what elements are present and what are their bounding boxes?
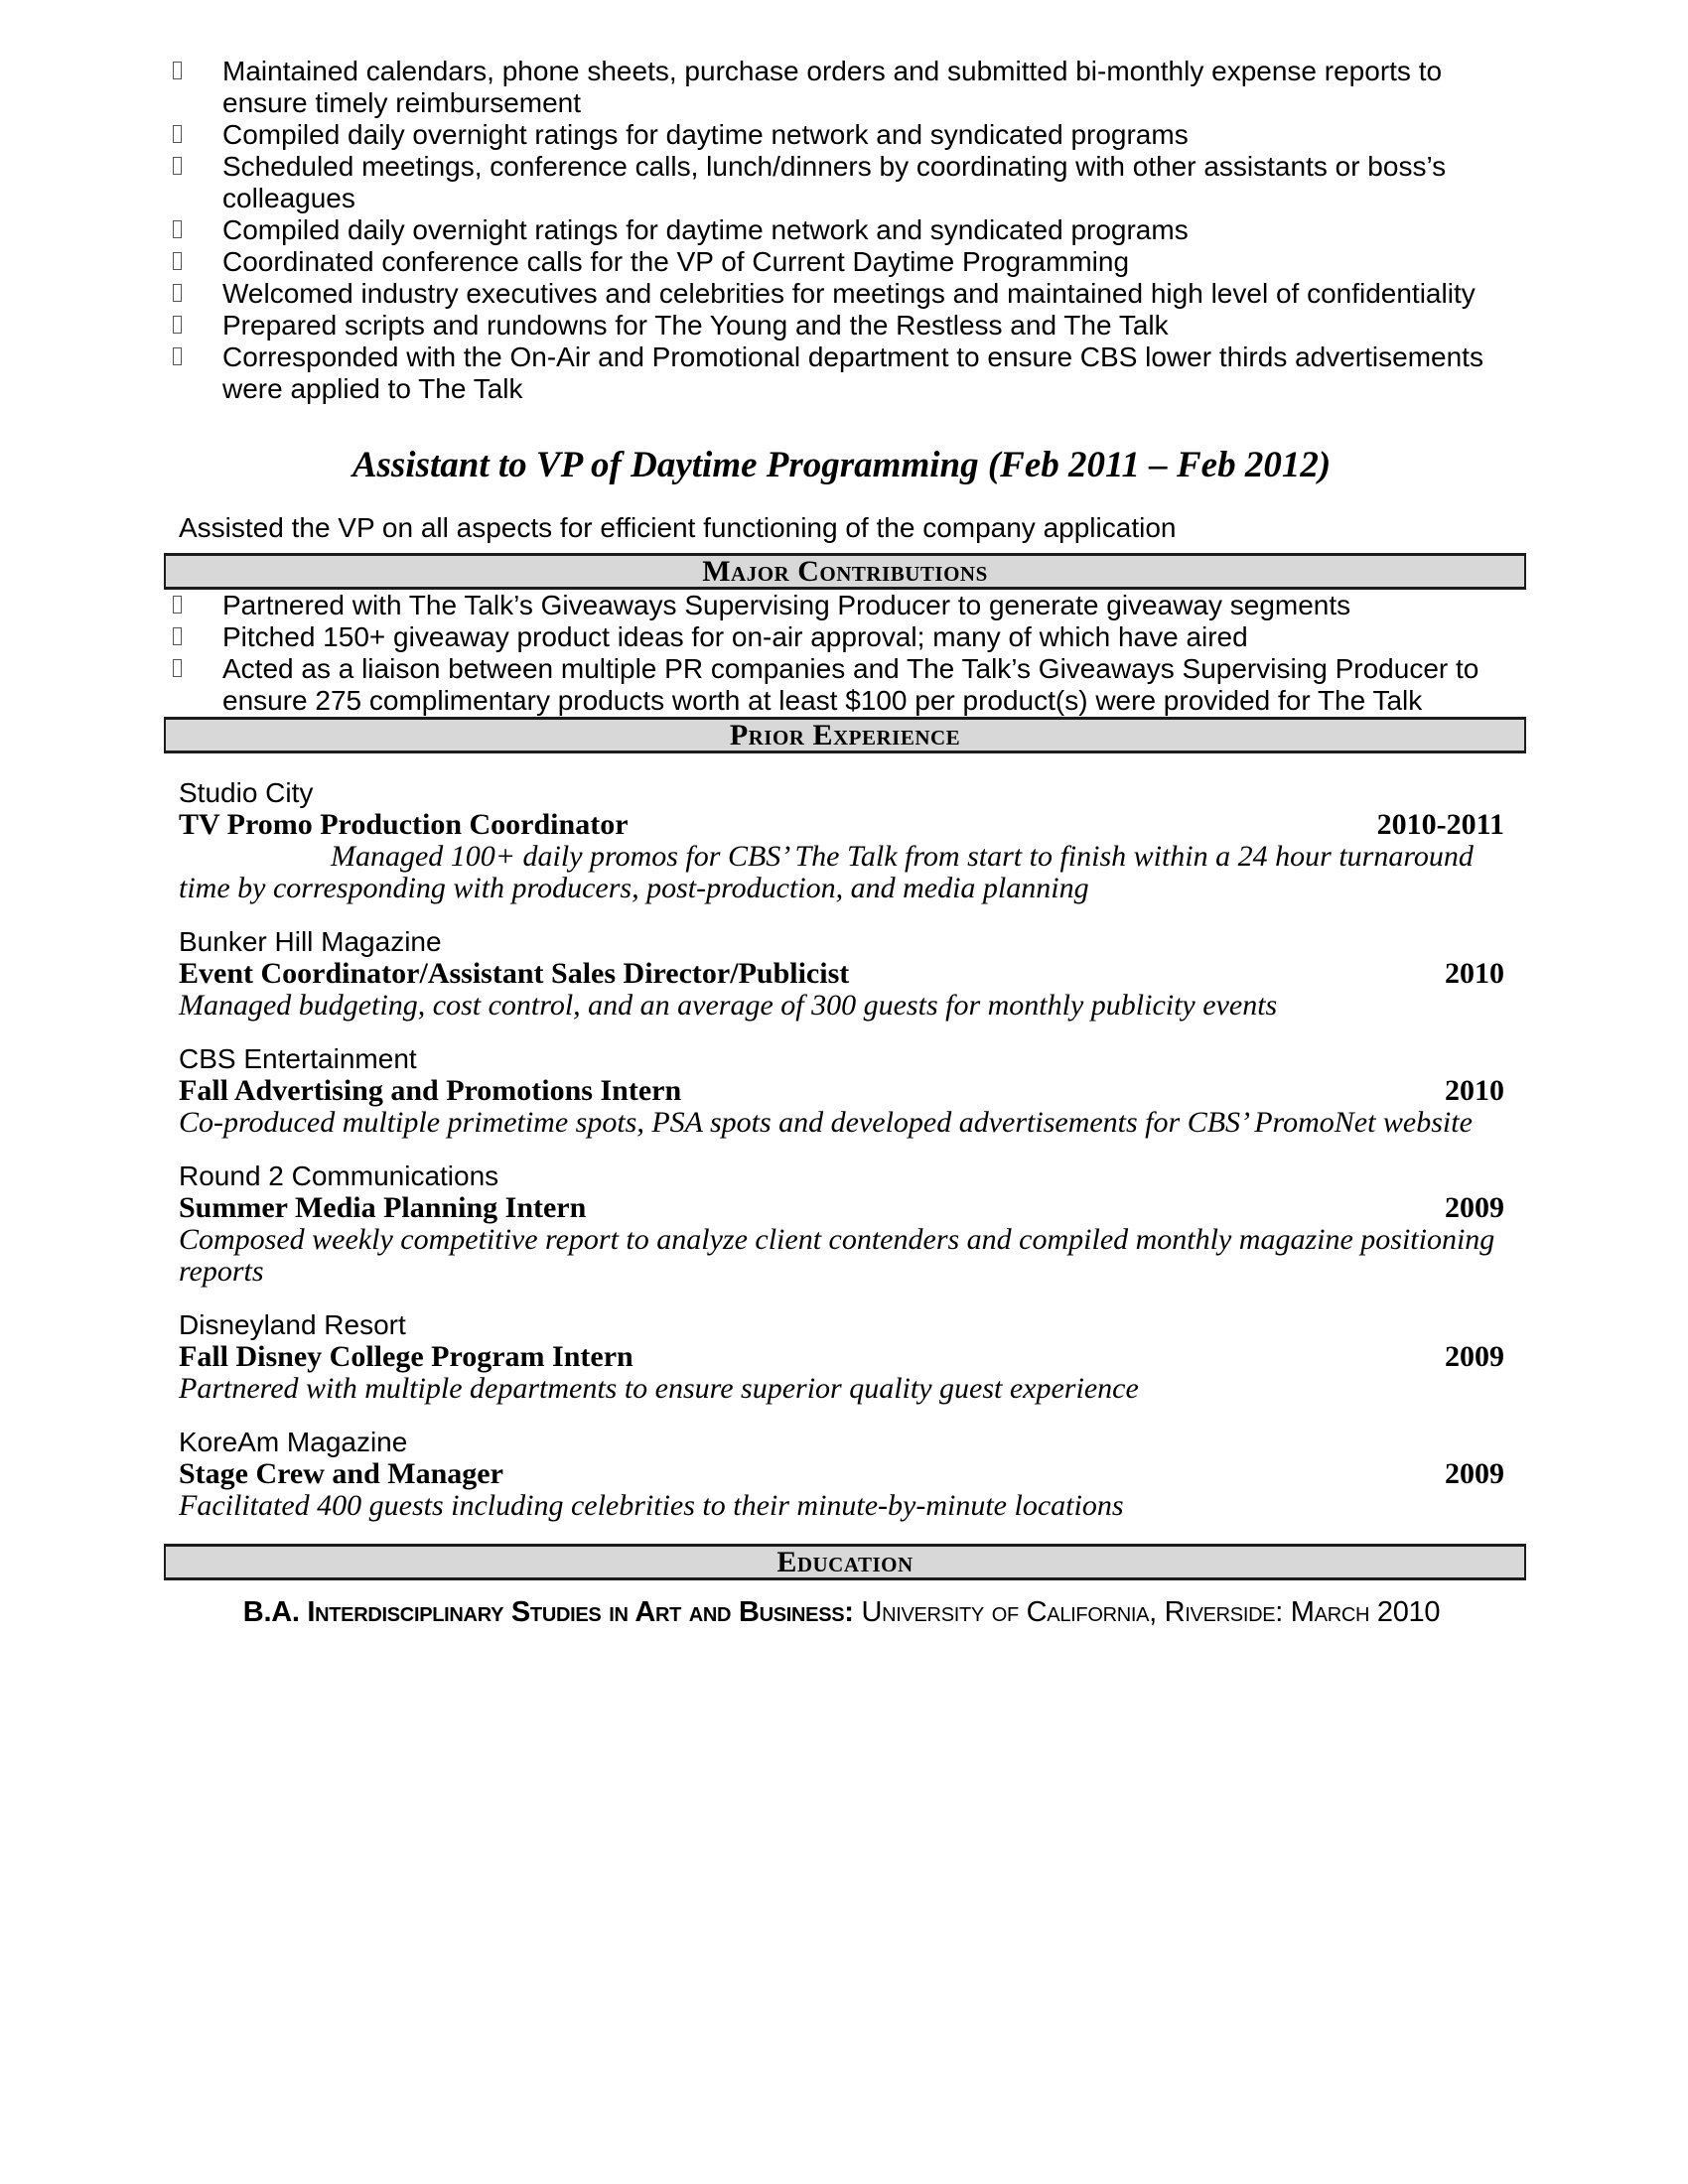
education-line [164,1594,1519,1630]
major-contributions-bullet-list [179,590,1504,717]
missing-glyph-bullet-icon [173,220,182,238]
company-name: Disneyland Resort [179,1309,406,1340]
bullet-text: Coordinated conference calls for the VP of Current Daytime Programming [222,246,1130,277]
missing-glyph-bullet-icon [173,125,182,143]
bullet-item [179,341,1504,405]
missing-glyph-bullet-icon [173,157,182,175]
job-title-row [179,1075,1504,1107]
bullet-item [179,621,1504,653]
company-name: Studio City [179,777,314,808]
section-title: Education [776,1545,914,1578]
job-years: 2009 [1445,1191,1504,1224]
institution-name: University of California, Riverside: March 2010 [861,1596,1441,1628]
missing-glyph-bullet-icon [173,627,182,645]
bullet-item [179,246,1504,278]
job-title: Stage Crew and Manager [179,1457,503,1490]
experience-entry [179,777,1504,904]
job-title-row [179,1458,1504,1490]
bullet-text: Scheduled meetings, conference calls, lunch/dinners by coordinating with other assistants or boss’s colleagues [222,151,1447,213]
section-header-education [164,1544,1526,1580]
experience-entry [179,1160,1504,1288]
company-name: Bunker Hill Magazine [179,926,442,957]
job-years: 2009 [1445,1457,1504,1490]
section-header-prior-experience [164,717,1526,753]
missing-glyph-bullet-icon [173,596,182,614]
section-title: Major Contributions [702,554,988,588]
job-description: Managed 100+ daily promos for CBS’ The Talk from start to finish within a 24 hour turnaround time by corresponding with producers, post-production, and media planning [179,840,1474,904]
bullet-item [179,653,1504,717]
job-description: Managed budgeting, cost control, and an average of 300 guests for monthly publicity events [179,989,1278,1022]
duties-bullet-list [179,56,1504,405]
bullet-text: Acted as a liaison between multiple PR companies and The Talk’s Giveaways Supervising Producer to ensure 275 complimentary products worth at least $100 per product(s) were provided for The Talk [222,653,1479,716]
job-description: Co-produced multiple primetime spots, PSA spots and developed advertisements for CBS’ PromoNet website [179,1106,1473,1139]
job-title-row [179,809,1504,841]
job-description: Partnered with multiple departments to ensure superior quality guest experience [179,1372,1139,1405]
missing-glyph-bullet-icon [173,252,182,270]
bullet-text: Partnered with The Talk’s Giveaways Supervising Producer to generate giveaway segments [222,590,1351,620]
section-title: Prior Experience [729,718,961,751]
job-description: Composed weekly competitive report to analyze client contenders and compiled monthly magazine positioning reports [179,1223,1495,1288]
missing-glyph-bullet-icon [173,347,182,365]
bullet-text: Maintained calendars, phone sheets, purchase orders and submitted bi-monthly expense reports to ensure timely reimbursement [222,56,1443,118]
experience-entry [179,926,1504,1022]
job-description: Facilitated 400 guests including celebrities to their minute-by-minute locations [179,1489,1124,1522]
job-title-row [179,1341,1504,1373]
bullet-item [179,214,1504,246]
section-header-major-contributions [164,553,1526,590]
bullet-item [179,119,1504,151]
job-title: Fall Advertising and Promotions Intern [179,1074,682,1107]
bullet-text: Compiled daily overnight ratings for daytime network and syndicated programs [222,119,1189,150]
company-name: Round 2 Communications [179,1160,499,1191]
bullet-text: Corresponded with the On-Air and Promotional department to ensure CBS lower thirds advertisements were applied to The Talk [222,341,1483,404]
experience-entry [179,1309,1504,1405]
company-name: KoreAm Magazine [179,1427,408,1457]
job-years: 2010 [1445,1074,1504,1107]
missing-glyph-bullet-icon [173,316,182,334]
job-title: Summer Media Planning Intern [179,1191,587,1224]
bullet-item [179,151,1504,214]
company-name: CBS Entertainment [179,1043,417,1074]
bullet-text: Prepared scripts and rundowns for The Young and the Restless and The Talk [222,310,1169,341]
missing-glyph-bullet-icon [173,659,182,677]
experience-entry [179,1427,1504,1522]
bullet-item [179,310,1504,341]
experience-entry [179,1043,1504,1139]
bullet-text: Pitched 150+ giveaway product ideas for on-air approval; many of which have aired [222,621,1248,652]
missing-glyph-bullet-icon [173,62,182,79]
job-years: 2010 [1445,957,1504,990]
job-title: TV Promo Production Coordinator [179,808,629,841]
bullet-text: Welcomed industry executives and celebrities for meetings and maintained high level of confidentiality [222,278,1476,309]
job-title: Event Coordinator/Assistant Sales Director/Publicist [179,957,850,990]
job-title: Fall Disney College Program Intern [179,1340,633,1373]
bullet-item [179,56,1504,119]
role-summary: Assisted the VP on all aspects for efficient functioning of the company application [179,512,1177,543]
bullet-text: Compiled daily overnight ratings for daytime network and syndicated programs [222,214,1189,245]
bullet-item [179,278,1504,310]
job-title-row [179,958,1504,990]
missing-glyph-bullet-icon [173,284,182,302]
role-heading: Assistant to VP of Daytime Programming (Feb 2011 – Feb 2012) [352,445,1332,485]
bullet-item [179,590,1504,621]
job-years: 2009 [1445,1340,1504,1373]
job-years: 2010-2011 [1376,808,1504,841]
degree-name: B.A. Interdisciplinary Studies in Art and Business: [242,1596,854,1628]
job-title-row [179,1192,1504,1224]
